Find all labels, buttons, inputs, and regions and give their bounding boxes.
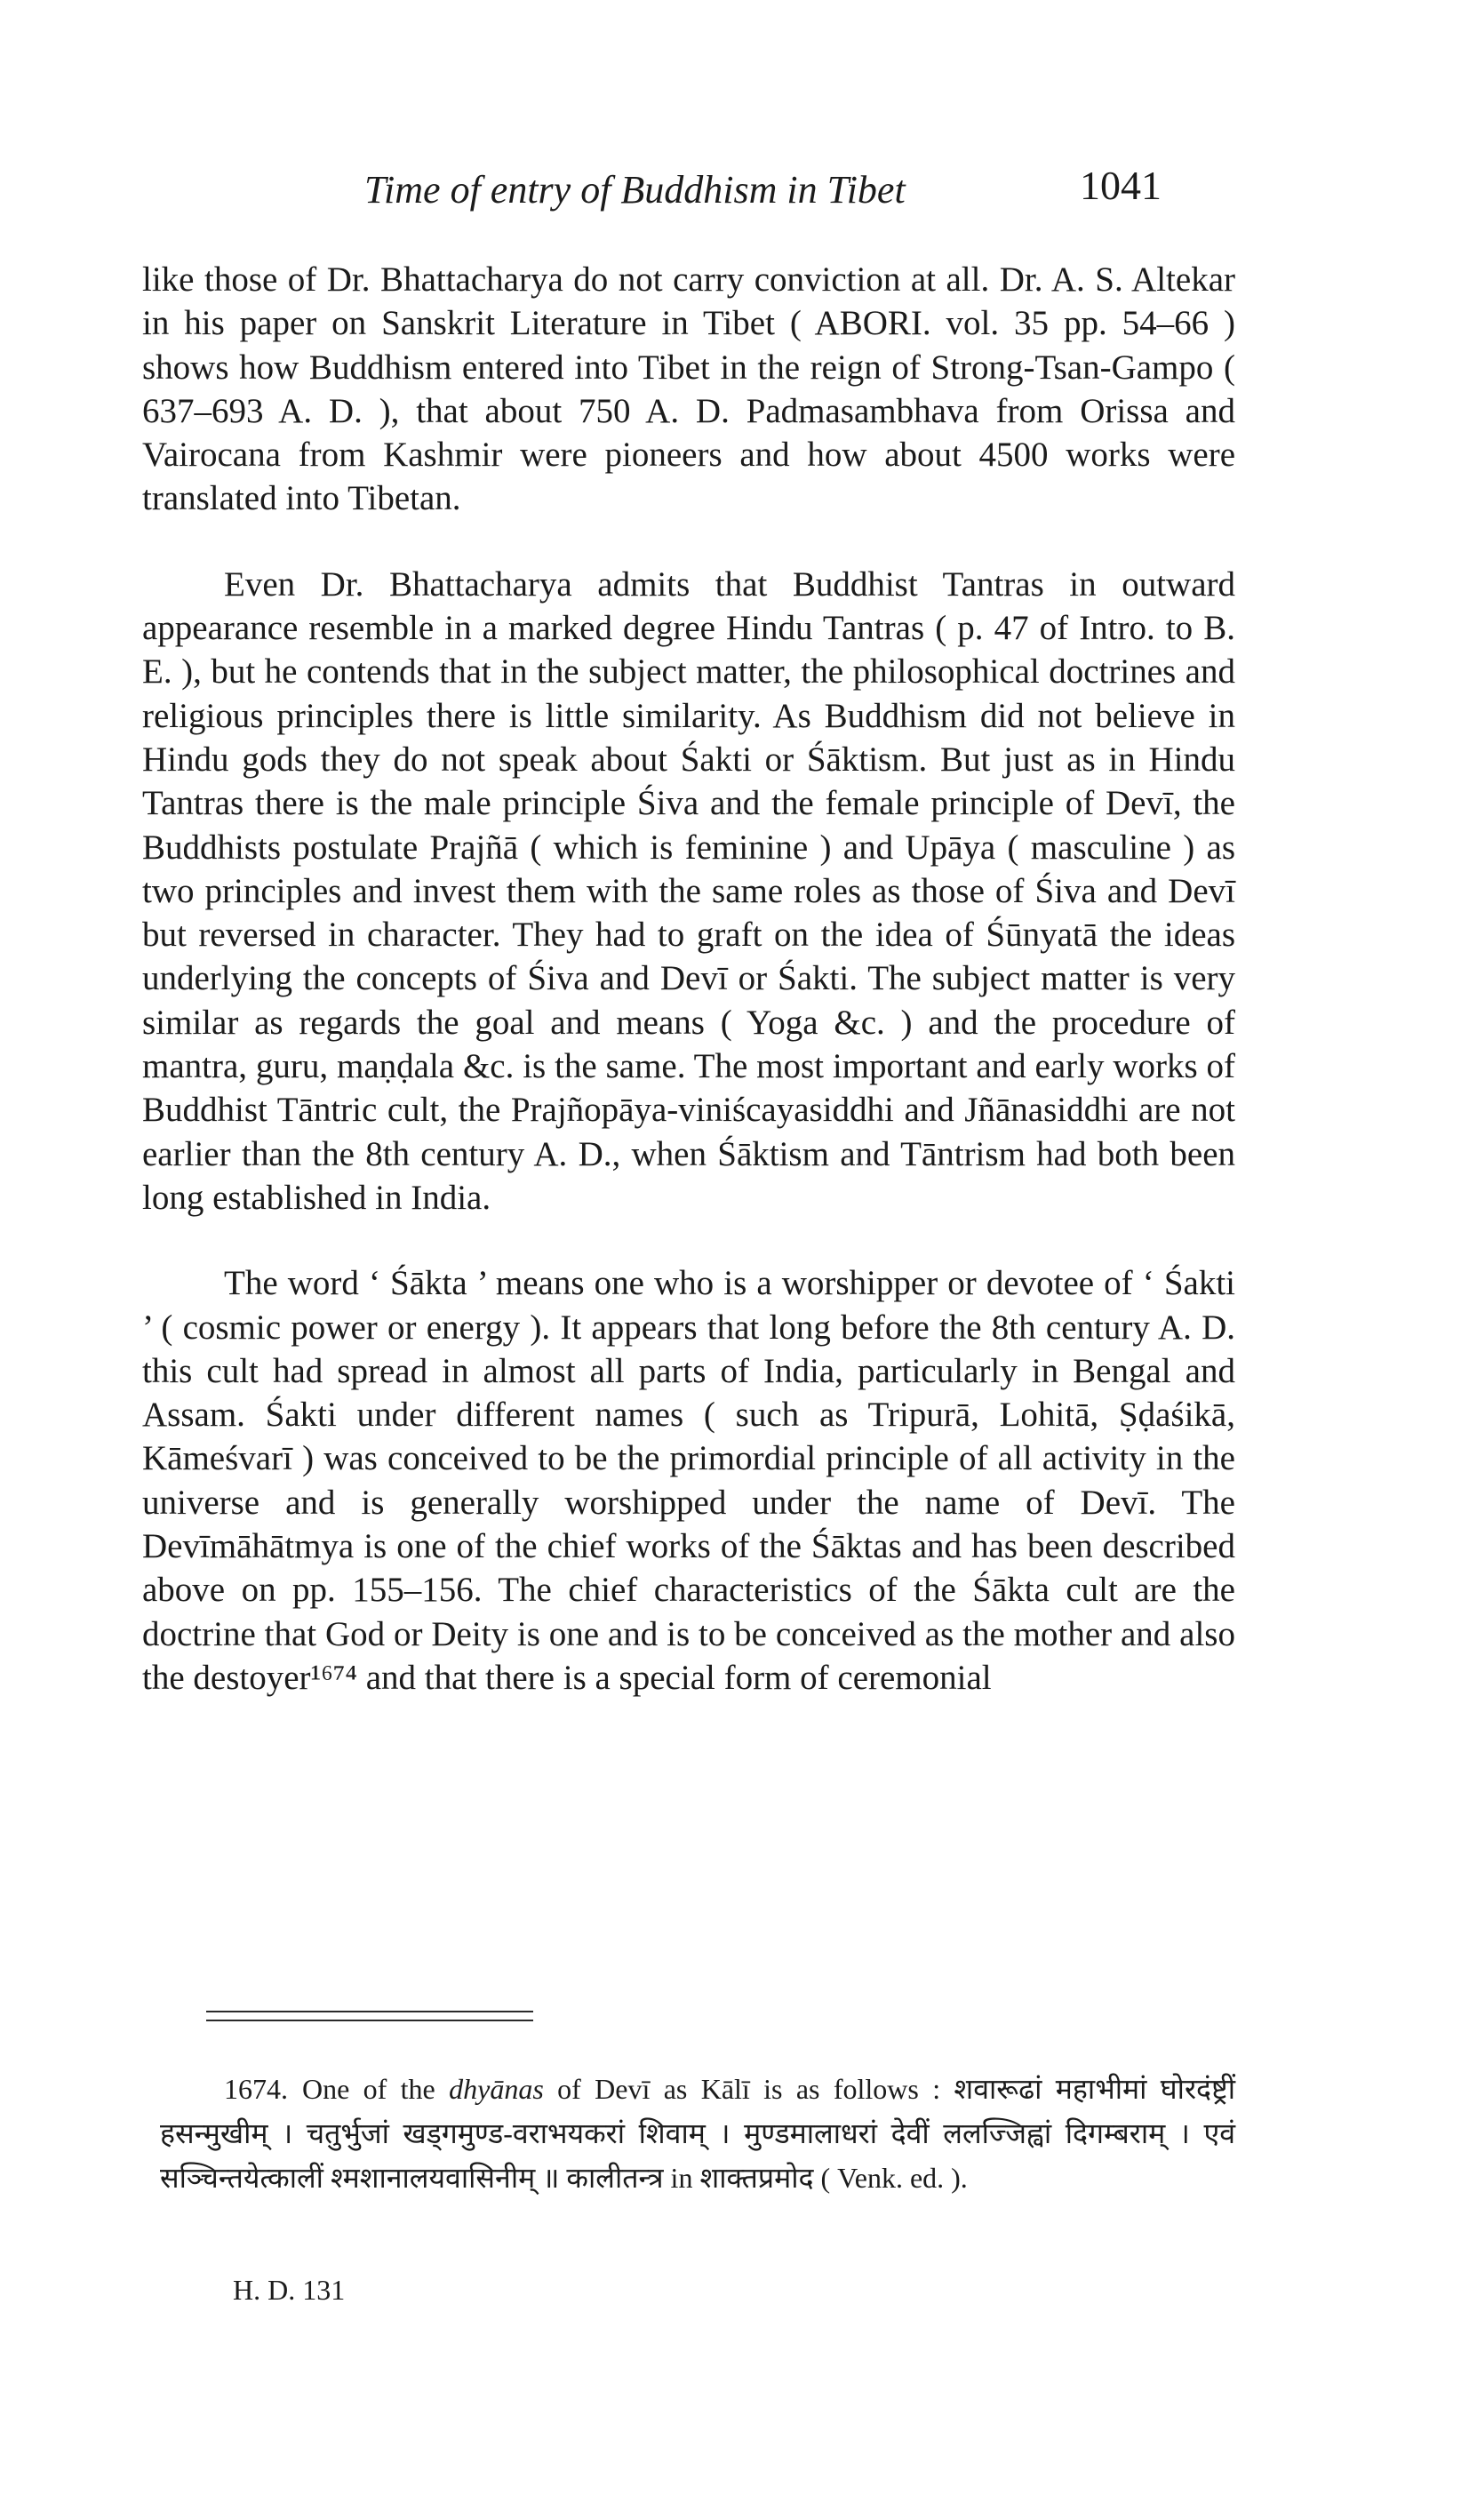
body-text (142, 258, 1235, 1741)
page-number: 1041 (1080, 163, 1162, 208)
page-header (0, 163, 1469, 220)
footnote-divider-top (206, 2011, 533, 2012)
running-title: Time of entry of Buddhism in Tibet (364, 168, 906, 212)
footnote-divider-bottom (206, 2020, 533, 2021)
footnote-italic-term: dhyānas (449, 2073, 544, 2105)
signature-mark: H. D. 131 (233, 2274, 346, 2306)
paragraph-continuation: like those of Dr. Bhattacharya do not carry conviction at all. Dr. A. S. Altekar in his paper on Sanskrit Literature in Tibet ( ABORI. vol. 35 pp. 54–66 ) shows how Buddhism entered into Tibet in the reign of Strong-Tsan-Gampo ( 637–693 A. D. ), that about 750 A. D. Padmasambhava from Orissa and Vairocana from Kashmir were pioneers and how about 4500 works were translated into Tibetan. (142, 260, 1235, 518)
footnote-lead: One of the (302, 2073, 435, 2105)
footnote (160, 2067, 1235, 2200)
paragraph-buddhist-tantras: Even Dr. Bhattacharya admits that Buddhist Tantras in outward appearance resemble in a marked degree Hindu Tantras ( p. 47 of Intro. to B. E. ), but he contends that in the subject matter, the philosophical doctrines and religious principles there is little similarity. As Buddhism did not believe in Hindu gods they do not speak about Śakti or Śāktism. But just as in Hindu Tantras there is the male principle Śiva and the female principle of Devī, the Buddhists postulate Prajñā ( which is feminine ) and Upāya ( masculine ) as two principles and invest them with the same roles as those of Śiva and Devī but reversed in character. They had to graft on the idea of Śūnyatā the ideas underlying the concepts of Śiva and Devī or Śakti. The subject matter is very similar as regards the goal and means ( Yoga &c. ) and the procedure of mantra, guru, maṇḍala &c. is the same. The most important and early works of Buddhist Tāntric cult, the Prajñopāya-viniścayasiddhi and Jñānasiddhi are not earlier than the 8th century A. D., when Śāktism and Tāntrism had both been long established in India. (142, 564, 1235, 1217)
footnote-text: of Devī as Kālī is as follows : शवारूढां महाभीमां घोरदंष्ट्रीं हसन्मुखीम् । चतुर्भुजां खड्गमुण्ड-वराभयकरां शिवाम् । मुण्डमालाधरां देवीं ललज्जिह्वां दिगम्बराम् । एवं सञ्चिन्तयेत्कालीं श्मशानालयवासिनीम् ॥ कालीतन्त्र in शाक्तप्रमोद ( Venk. ed. ). (160, 2073, 1236, 2194)
footnote-number: 1674. (224, 2073, 288, 2105)
paragraph-sakta-cult: The word ‘ Śākta ’ means one who is a worshipper or devotee of ‘ Śakti ’ ( cosmic power or energy ). It appears that long before the 8th century A. D. this cult had spread in almost all parts of India, particularly in Bengal and Assam. Śakti under different names ( such as Tripurā, Lohitā, Ṣḍaśikā, Kāmeśvarī ) was conceived to be the primordial principle of all activity in the universe and is generally worshipped under the name of Devī. The Devīmāhātmya is one of the chief works of the Śāktas and has been described above on pp. 155–156. The chief characteristics of the Śākta cult are the doctrine that God or Deity is one and is to be conceived as the mother and also the destoyer¹⁶⁷⁴ and that there is a special form of ceremonial (142, 1264, 1235, 1697)
